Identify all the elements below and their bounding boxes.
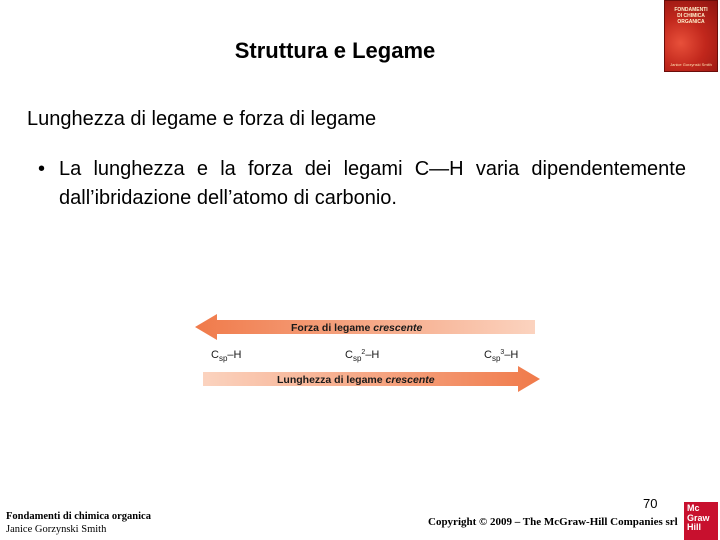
strength-label-emphasis: crescente bbox=[373, 322, 423, 334]
cover-title-line: FONDAMENTI bbox=[674, 7, 708, 13]
strength-label-text: Forza di legame bbox=[291, 322, 371, 334]
length-arrow-label bbox=[277, 374, 435, 386]
bond-label-sp: $C_{sp}-H$ bbox=[211, 349, 242, 363]
logo-line: Graw bbox=[687, 512, 710, 523]
strength-arrow-label bbox=[291, 322, 422, 334]
copyright-notice: Copyright © 2009 – The McGraw-Hill Companies srl bbox=[428, 516, 678, 528]
logo-line: Mc bbox=[687, 503, 700, 513]
slide-subtitle: Lunghezza di legame e forza di legame bbox=[27, 108, 377, 130]
length-label-emphasis: crescente bbox=[385, 374, 435, 386]
book-cover-image bbox=[664, 0, 718, 72]
bond-strength-length-diagram bbox=[195, 312, 540, 402]
page-number: 70 bbox=[643, 496, 658, 511]
bullet-point bbox=[38, 155, 686, 213]
mcgraw-hill-logo bbox=[684, 502, 718, 540]
diagram-svg bbox=[195, 312, 540, 402]
book-cover-title bbox=[668, 7, 714, 25]
cover-title-line: ORGANICA bbox=[677, 19, 705, 25]
slide-header-title: Struttura e Legame bbox=[234, 38, 436, 63]
footer-author: Janice Gorzynski Smith bbox=[6, 524, 107, 535]
cover-title-line: DI CHIMICA bbox=[677, 13, 705, 19]
length-label-text: Lunghezza di legame bbox=[277, 374, 383, 386]
book-cover-author: Janice Gorzynski Smith bbox=[670, 62, 712, 67]
footer-book-title: Fondamenti di chimica organica bbox=[6, 511, 151, 522]
bullet-dot: • bbox=[38, 158, 46, 180]
logo-line: Hill bbox=[687, 522, 702, 532]
bond-label-sp3: $C_{sp}^3-H$ bbox=[484, 349, 519, 363]
footer-book-info bbox=[6, 510, 151, 536]
bullet-text: La lunghezza e la forza dei legami C—H varia dipendentemente dall’ibridazione dell’atomo di carbonio. bbox=[59, 158, 686, 209]
bond-label-sp2: $C_{sp}^2-H$ bbox=[345, 349, 380, 363]
